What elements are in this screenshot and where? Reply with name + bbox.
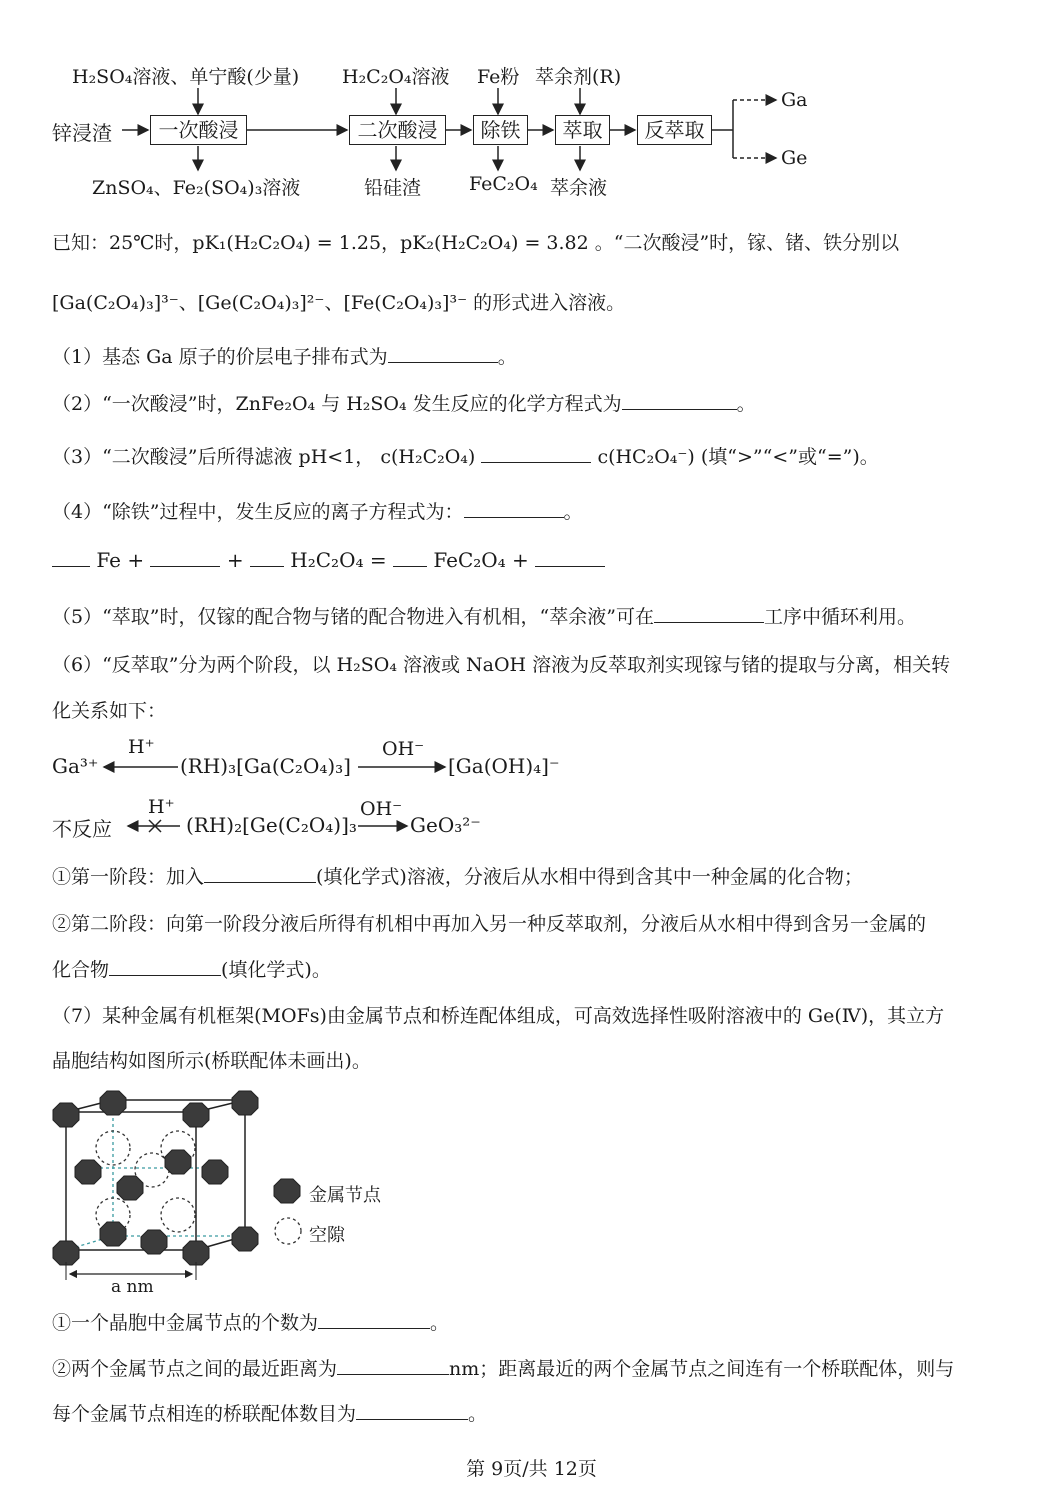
q7-part-1 <box>52 1308 449 1335</box>
known-line-2: [Ga(C₂O₄)₃]³⁻、[Ge(C₂O₄)₃]²⁻、[Fe(C₂O₄)₃]³⁻ 的形式进入溶液。 <box>52 292 626 314</box>
scheme-ge-complex: (RH)₂[Ge(C₂O₄)]₃ <box>186 813 357 837</box>
question-5-text: （5）“萃取”时，仅镓的配合物与锗的配合物进入有机相，“萃余液”可在 <box>52 606 654 628</box>
question-1-end: 。 <box>497 346 517 368</box>
flow-output-1: ZnSO₄、Fe₂(SO₄)₃溶液 <box>92 177 301 199</box>
flow-input-3: Fe粉 <box>477 66 520 88</box>
flow-start: 锌浸渣 <box>52 121 112 145</box>
stage-2-end: (填化学式)。 <box>221 959 331 981</box>
stage-2-text: 化合物 <box>52 959 110 981</box>
question-6-line-1: （6）“反萃取”分为两个阶段，以 H₂SO₄ 溶液或 NaOH 溶液为反萃取剂实现镓与锗的提取与分离，相关转 <box>52 654 951 676</box>
legend-node-icon <box>274 1179 300 1203</box>
known-line-1: 已知：25℃时，pK₁(H₂C₂O₄) = 1.25，pK₂(H₂C₂O₄) = 3.82 。“二次酸浸”时，镓、锗、铁分别以 <box>52 232 900 254</box>
q7-part-2-text: ②两个金属节点之间的最近距离为 <box>52 1358 338 1380</box>
answer-blank[interactable] <box>337 1356 449 1375</box>
stage-1-end: (填化学式)溶液，分液后从水相中得到含其中一种金属的化合物； <box>316 866 863 888</box>
flow-output-4: 萃余液 <box>550 177 608 199</box>
question-3-end: c(HC₂O₄⁻) (填“>”“<”或“=”)。 <box>597 446 879 468</box>
flow-box-second-leach: 二次酸浸 <box>349 115 446 145</box>
scheme-geo3: GeO₃²⁻ <box>410 813 481 837</box>
legend-void-icon <box>275 1218 301 1244</box>
q7-part-2-mid: nm；距离最近的两个金属节点之间连有一个桥联配体，则与 <box>449 1358 955 1380</box>
flow-output-2: 铅硅渣 <box>364 177 422 199</box>
scheme-oh-2: OH⁻ <box>360 798 403 820</box>
question-4-text: （4）“除铁”过程中，发生反应的离子方程式为： <box>52 501 464 523</box>
flow-input-4: 萃余剂(R) <box>535 66 622 88</box>
q7-part-2-line-2 <box>52 1399 487 1426</box>
question-3-text: （3）“二次酸浸”后所得滤液 pH<1， c(H₂C₂O₄) <box>52 446 476 468</box>
equation-h2c2o4: H₂C₂O₄ = <box>290 548 387 572</box>
flow-box-extraction: 萃取 <box>555 115 610 145</box>
flow-box-first-leach: 一次酸浸 <box>150 115 247 145</box>
answer-blank[interactable] <box>356 1401 468 1420</box>
cell-edge-label: a nm <box>111 1277 154 1297</box>
q7-part-1-text: ①一个晶胞中金属节点的个数为 <box>52 1312 319 1334</box>
question-6-line-2: 化关系如下： <box>52 700 167 722</box>
legend-metal-node: 金属节点 <box>309 1185 381 1206</box>
flow-box-back-extraction: 反萃取 <box>637 115 712 145</box>
scheme-ga-oh4: [Ga(OH)₄]⁻ <box>448 754 560 778</box>
question-1-text: （1）基态 Ga 原子的价层电子排布式为 <box>52 346 388 368</box>
q7-part-2-text-2: 每个金属节点相连的桥联配体数目为 <box>52 1403 357 1425</box>
q7-part-1-end: 。 <box>430 1312 450 1334</box>
question-2-end: 。 <box>736 393 756 415</box>
scheme-hplus-1: H⁺ <box>128 736 155 758</box>
question-5-end: 工序中循环利用。 <box>763 606 916 628</box>
flow-product-ge: Ge <box>781 147 808 169</box>
question-4-end: 。 <box>563 501 583 523</box>
scheme-hplus-2: H⁺ <box>148 796 175 818</box>
flow-input-1: H₂SO₄溶液、单宁酸(少量) <box>72 66 300 88</box>
q7-part-2-end: 。 <box>468 1403 488 1425</box>
scheme-oh-1: OH⁻ <box>382 738 425 760</box>
equation-plus: + <box>226 548 244 572</box>
scheme-ga3plus: Ga³⁺ <box>52 754 99 778</box>
equation-fe: Fe + <box>96 548 145 572</box>
question-7-line-1: （7）某种金属有机框架(MOFs)由金属节点和桥连配体组成，可高效选择性吸附溶液中的 Ge(Ⅳ)，其立方 <box>52 1005 945 1027</box>
stage-2-line-1: ②第二阶段：向第一阶段分液后所得有机相中再加入另一种反萃取剂，分液后从水相中得到含另一金属的 <box>52 913 927 935</box>
answer-blank[interactable] <box>318 1310 430 1329</box>
question-2-text: （2）“一次酸浸”时，ZnFe₂O₄ 与 H₂SO₄ 发生反应的化学方程式为 <box>52 393 622 415</box>
legend-void: 空隙 <box>309 1225 345 1246</box>
q7-part-2 <box>52 1354 954 1381</box>
flow-input-2: H₂C₂O₄溶液 <box>342 66 450 88</box>
question-7-line-2: 晶胞结构如图所示(桥联配体未画出)。 <box>52 1050 371 1072</box>
page-number: 第 9页/共 12页 <box>466 1458 597 1480</box>
flow-output-3: FeC₂O₄ <box>469 173 538 195</box>
scheme-ga-complex: (RH)₃[Ga(C₂O₄)₃] <box>180 754 351 778</box>
flow-box-iron-removal: 除铁 <box>473 115 528 145</box>
equation-fec2o4: FeC₂O₄ + <box>433 548 529 572</box>
scheme-no-reaction: 不反应 <box>52 817 112 841</box>
flow-product-ga: Ga <box>781 89 808 111</box>
stage-1-text: ①第一阶段：加入 <box>52 866 205 888</box>
